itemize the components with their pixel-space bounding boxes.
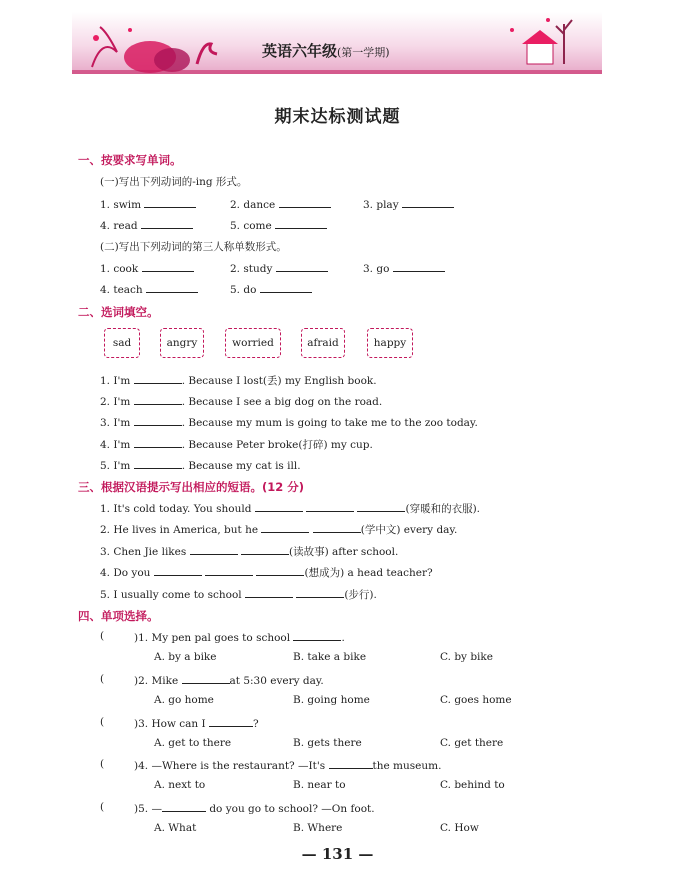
- sentence-item: 1. I'm . Because I lost(丢) my English book.: [100, 375, 377, 387]
- option-b[interactable]: B. near to: [293, 779, 346, 791]
- option-a[interactable]: A. next to: [154, 779, 206, 791]
- answer-blank[interactable]: [306, 501, 354, 512]
- answer-blank[interactable]: [146, 282, 198, 293]
- question-bracket[interactable]: (: [100, 673, 105, 685]
- phrase-item: 5. I usually come to school (步行).: [100, 589, 377, 601]
- option-b[interactable]: B. take a bike: [293, 651, 367, 663]
- sentence-item: 3. I'm . Because my mum is going to take me to the zoo today.: [100, 417, 478, 429]
- answer-blank[interactable]: [134, 373, 182, 384]
- question-bracket[interactable]: (: [100, 801, 105, 813]
- sentence-item: 4. I'm . Because Peter broke(打碎) my cup.: [100, 439, 373, 451]
- word-item: 3. play: [363, 197, 454, 211]
- header-title: [262, 40, 390, 61]
- answer-blank[interactable]: [190, 544, 238, 555]
- answer-blank[interactable]: [279, 197, 331, 208]
- question-stem: )3. How can I ?: [134, 718, 259, 730]
- option-c[interactable]: C. by bike: [440, 651, 493, 663]
- answer-blank[interactable]: [141, 218, 193, 229]
- answer-blank[interactable]: [256, 565, 304, 576]
- answer-blank[interactable]: [260, 282, 312, 293]
- answer-blank: [182, 673, 230, 684]
- section1-heading: 一、按要求写单词。: [78, 153, 182, 167]
- question-stem: )5. — do you go to school? —On foot.: [134, 803, 375, 815]
- word-box: sad: [104, 328, 140, 358]
- answer-blank[interactable]: [296, 587, 344, 598]
- sentence-item: 2. I'm . Because I see a big dog on the road.: [100, 396, 383, 408]
- answer-blank[interactable]: [357, 501, 405, 512]
- section4-heading: 四、单项选择。: [78, 609, 159, 623]
- word-item: 5. do: [230, 282, 312, 296]
- option-a[interactable]: A. get to there: [154, 737, 232, 749]
- word-item: 4. teach: [100, 282, 198, 296]
- answer-blank[interactable]: [276, 261, 328, 272]
- answer-blank: [293, 630, 341, 641]
- question-stem: )4. —Where is the restaurant? —It's the museum.: [134, 760, 442, 772]
- answer-blank: [329, 758, 373, 769]
- phrase-item: 2. He lives in America, but he (学中文) every day.: [100, 524, 458, 536]
- answer-blank[interactable]: [144, 197, 196, 208]
- answer-blank[interactable]: [275, 218, 327, 229]
- question-bracket[interactable]: (: [100, 716, 105, 728]
- page-title: 期末达标测试题: [274, 107, 401, 127]
- word-item: 1. swim: [100, 197, 196, 211]
- answer-blank[interactable]: [245, 587, 293, 598]
- section1-part1-title: (一)写出下列动词的-ing 形式。: [100, 176, 248, 188]
- word-item: 4. read: [100, 218, 193, 232]
- word-item: 1. cook: [100, 261, 194, 275]
- answer-blank[interactable]: [154, 565, 202, 576]
- answer-blank: [209, 716, 253, 727]
- word-box: worried: [225, 328, 281, 358]
- option-c[interactable]: C. behind to: [440, 779, 505, 791]
- answer-blank[interactable]: [241, 544, 289, 555]
- answer-blank[interactable]: [142, 261, 194, 272]
- header-title-main: 英语六年级: [262, 42, 338, 60]
- answer-blank[interactable]: [402, 197, 454, 208]
- option-c[interactable]: C. goes home: [440, 694, 512, 706]
- answer-blank[interactable]: [134, 458, 182, 469]
- header-title-sub: (第一学期): [337, 46, 390, 59]
- answer-blank[interactable]: [255, 501, 303, 512]
- option-b[interactable]: B. Where: [293, 822, 343, 834]
- word-box: happy: [367, 328, 413, 358]
- answer-blank[interactable]: [134, 415, 182, 426]
- option-a[interactable]: A. go home: [154, 694, 214, 706]
- question-bracket[interactable]: (: [100, 758, 105, 770]
- word-item: 3. go: [363, 261, 445, 275]
- answer-blank[interactable]: [313, 522, 361, 533]
- answer-blank[interactable]: [205, 565, 253, 576]
- question-bracket[interactable]: (: [100, 630, 105, 642]
- option-c[interactable]: C. get there: [440, 737, 504, 749]
- section3-heading: 三、根据汉语提示写出相应的短语。(12 分): [78, 480, 305, 494]
- section1-part2-title: (二)写出下列动词的第三人称单数形式。: [100, 241, 287, 253]
- answer-blank[interactable]: [134, 394, 182, 405]
- word-item: 2. dance: [230, 197, 331, 211]
- option-a[interactable]: A. What: [154, 822, 197, 834]
- answer-blank: [162, 801, 206, 812]
- answer-blank[interactable]: [261, 522, 309, 533]
- question-stem: )1. My pen pal goes to school .: [134, 632, 345, 644]
- option-c[interactable]: C. How: [440, 822, 479, 834]
- section2-heading: 二、选词填空。: [78, 305, 159, 319]
- question-stem: )2. Mike at 5:30 every day.: [134, 675, 324, 687]
- sentence-item: 5. I'm . Because my cat is ill.: [100, 460, 301, 472]
- answer-blank[interactable]: [134, 437, 182, 448]
- answer-blank[interactable]: [393, 261, 445, 272]
- phrase-item: 3. Chen Jie likes (读故事) after school.: [100, 546, 399, 558]
- word-item: 5. come: [230, 218, 327, 232]
- page-number: — 131 —: [301, 845, 374, 863]
- word-box: angry: [160, 328, 204, 358]
- phrase-item: 1. It's cold today. You should (穿暖和的衣服).: [100, 503, 481, 515]
- option-a[interactable]: A. by a bike: [154, 651, 217, 663]
- option-b[interactable]: B. gets there: [293, 737, 362, 749]
- phrase-item: 4. Do you (想成为) a head teacher?: [100, 567, 433, 579]
- word-item: 2. study: [230, 261, 328, 275]
- option-b[interactable]: B. going home: [293, 694, 370, 706]
- word-box: afraid: [301, 328, 345, 358]
